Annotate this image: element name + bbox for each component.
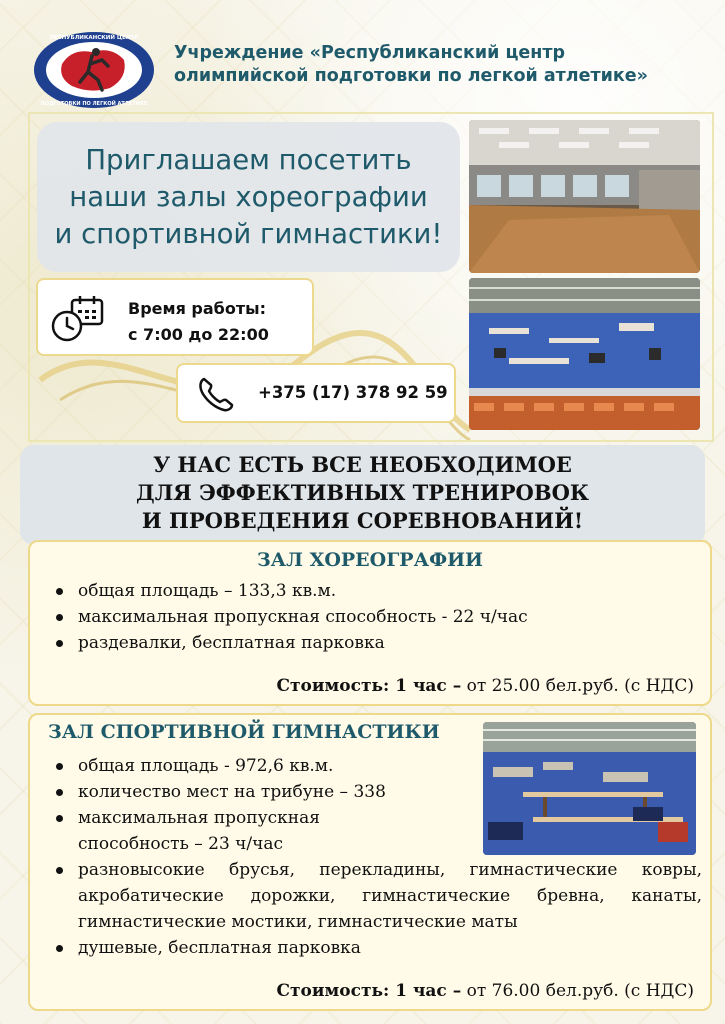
list-item: максимальная пропускная способность – 23 ч/час (52, 805, 348, 857)
section-title: ЗАЛ СПОРТИВНОЙ ГИМНАСТИКИ (48, 721, 440, 743)
working-hours-value: с 7:00 до 22:00 (128, 325, 269, 344)
price-label: Стоимость: 1 час – (276, 676, 462, 696)
list-item: общая площадь – 133,3 кв.м. (52, 578, 692, 604)
headline (20, 451, 705, 535)
price-line (276, 981, 694, 1001)
choreography-hall-section (28, 540, 712, 706)
choreography-hall-photo (469, 120, 700, 273)
headline-line: ДЛЯ ЭФФЕКТИВНЫХ ТРЕНИРОВОК (136, 480, 589, 505)
price-value: от 25.00 бел.руб. (с НДС) (461, 676, 694, 696)
list-item: количество мест на трибуне – 338 (52, 779, 702, 805)
headline-line: И ПРОВЕДЕНИЯ СОРЕВНОВАНИЙ! (141, 508, 584, 533)
working-hours-label: Время работы: (128, 299, 266, 318)
invitation-line: и спортивной гимнастики! (54, 217, 443, 250)
organization-title (174, 42, 714, 88)
list-item: раздевалки, бесплатная парковка (52, 630, 692, 656)
svg-text:ПОДГОТОВКИ ПО ЛЕГКОЙ АТЛЕТИКЕ: ПОДГОТОВКИ ПО ЛЕГКОЙ АТЛЕТИКЕ (40, 101, 148, 107)
list-item: общая площадь - 972,6 кв.м. (52, 753, 702, 779)
price-value: от 76.00 бел.руб. (с НДС) (461, 981, 694, 1001)
phone-number[interactable]: +375 (17) 378 92 59 (258, 383, 448, 402)
gymnastics-apparatus-photo (483, 722, 696, 855)
list-item: душевые, бесплатная парковка (52, 935, 702, 961)
invitation-line: Приглашаем посетить (85, 143, 412, 176)
phone-card (176, 363, 456, 423)
clock-calendar-icon (50, 294, 108, 344)
list-item: разновысокие брусья, перекладины, гимнастические ковры, акробатические дорожки, гимнастические бревна, канаты, гимнастические мостики, гимнастические маты (52, 857, 702, 935)
organization-logo (32, 30, 156, 110)
price-label: Стоимость: 1 час – (276, 981, 462, 1001)
phone-icon (196, 375, 236, 413)
headline-line: У НАС ЕСТЬ ВСЕ НЕОБХОДИМОЕ (153, 452, 572, 477)
svg-text:РЕСПУБЛИКАНСКИЙ ЦЕНТР: РЕСПУБЛИКАНСКИЙ ЦЕНТР (49, 35, 139, 41)
working-hours-card (36, 278, 314, 356)
gymnastics-hall-photo (469, 278, 700, 430)
feature-list (52, 578, 692, 656)
organization-title-line: олимпийской подготовки по легкой атлетике» (174, 66, 648, 86)
invitation-banner (37, 122, 460, 272)
price-line (276, 676, 694, 696)
list-item: максимальная пропускная способность - 22 ч/час (52, 604, 692, 630)
invitation-line: наши залы хореографии (69, 180, 428, 213)
organization-title-line: Учреждение «Республиканский центр (174, 43, 566, 63)
section-title: ЗАЛ ХОРЕОГРАФИИ (256, 549, 483, 571)
